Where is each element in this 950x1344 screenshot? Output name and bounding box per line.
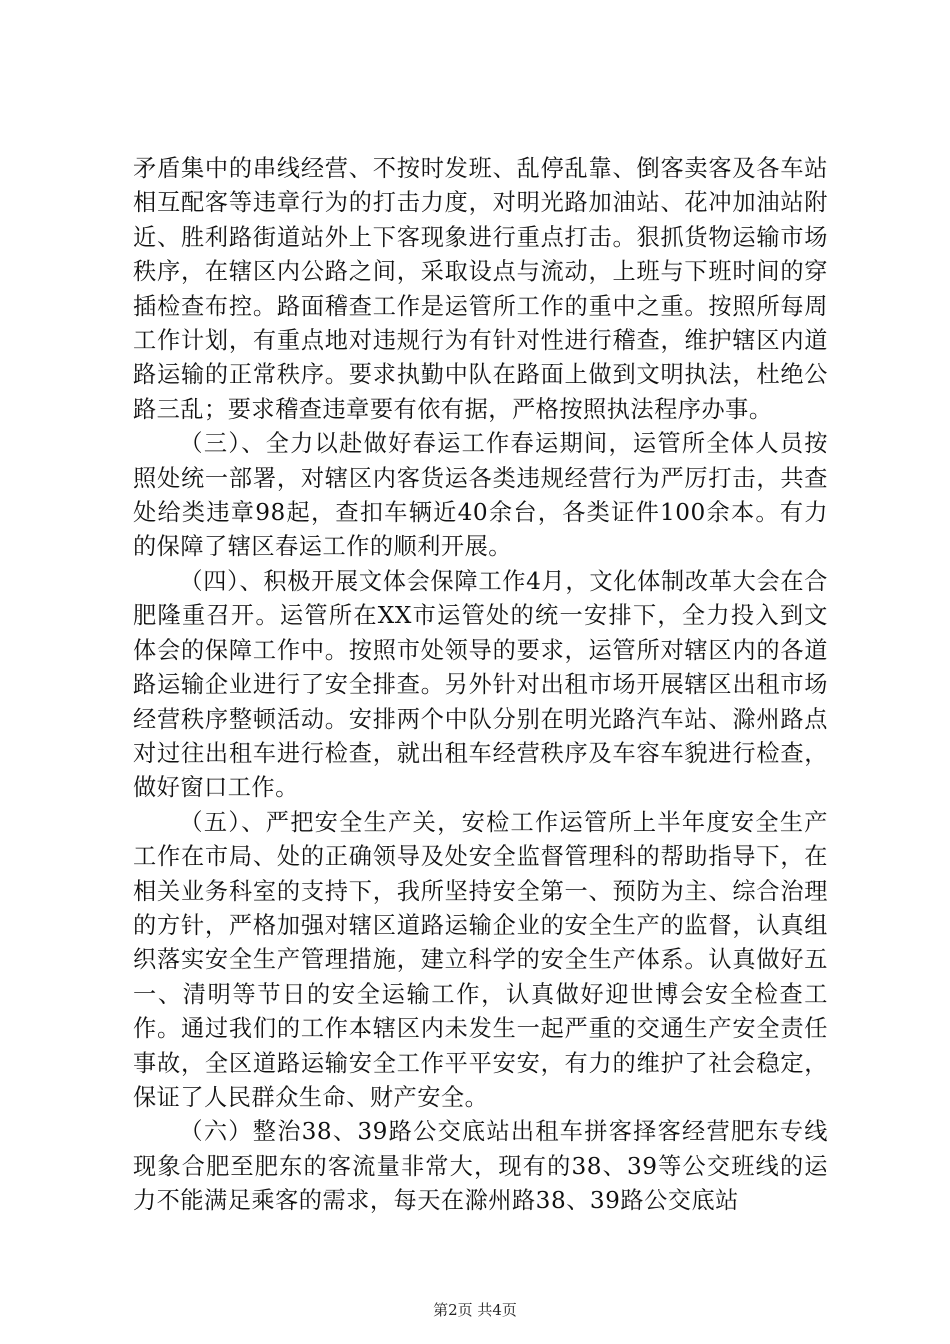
paragraph-continued: 矛盾集中的串线经营、不按时发班、乱停乱靠、倒客卖客及各车站相互配客等违章行为的打击力度，对明光路加油站、花冲加油站附近、胜利路街道站外上下客现象进行重点打击。狠抓货物运输市场秩序，在辖区内公路之间，采取设点与流动，上班与下班时间的穿插检查布控。路面稽查工作是运管所工作的重中之重。按照所每周工作计划，有重点地对违规行为有针对性进行稽查，维护辖区内道路运输的正常秩序。要求执勤中队在路面上做到文明执法，杜绝公路三乱；要求稽查违章要有依有据，严格按照执法程序办事。 <box>133 155 828 423</box>
document-body <box>133 152 828 1219</box>
page-number-footer: 第2页 共4页 <box>433 1301 517 1319</box>
paragraph-section-4: （四）、积极开展文体会保障工作4月，文化体制改革大会在合肥隆重召开。运管所在XX市运管处的统一安排下，全力投入到文体会的保障工作中。按照市处领导的要求，运管所对辖区内的各道路运输企业进行了安全排查。另外针对出租市场开展辖区出租市场经营秩序整顿活动。安排两个中队分别在明光路汽车站、滁州路点对过往出租车进行检查，就出租车经营秩序及车容车貌进行检查，做好窗口工作。 <box>133 567 828 802</box>
paragraph-section-6: （六）整治38、39路公交底站出租车拼客择客经营肥东专线现象合肥至肥东的客流量非常大，现有的38、39等公交班线的运力不能满足乘客的需求，每天在滁州路38、39路公交底站 <box>133 1118 828 1215</box>
paragraph-section-3: （三）、全力以赴做好春运工作春运期间，运管所全体人员按照处统一部署，对辖区内客货运各类违规经营行为严厉打击，共查处给类违章98起，查扣车辆近40余台，各类证件100余本。有力的保障了辖区春运工作的顺利开展。 <box>133 430 828 561</box>
paragraph-section-5: （五）、严把安全生产关，安检工作运管所上半年度安全生产工作在市局、处的正确领导及处安全监督管理科的帮助指导下，在相关业务科室的支持下，我所坚持安全第一、预防为主、综合治理的方针，严格加强对辖区道路运输企业的安全生产的监督，认真组织落实安全生产管理措施，建立科学的安全生产体系。认真做好五一、清明等节日的安全运输工作，认真做好迎世博会安全检查工作。通过我们的工作本辖区内未发生一起严重的交通生产安全责任事故，全区道路运输安全工作平平安安，有力的维护了社会稳定，保证了人民群众生命、财产安全。 <box>133 808 828 1111</box>
